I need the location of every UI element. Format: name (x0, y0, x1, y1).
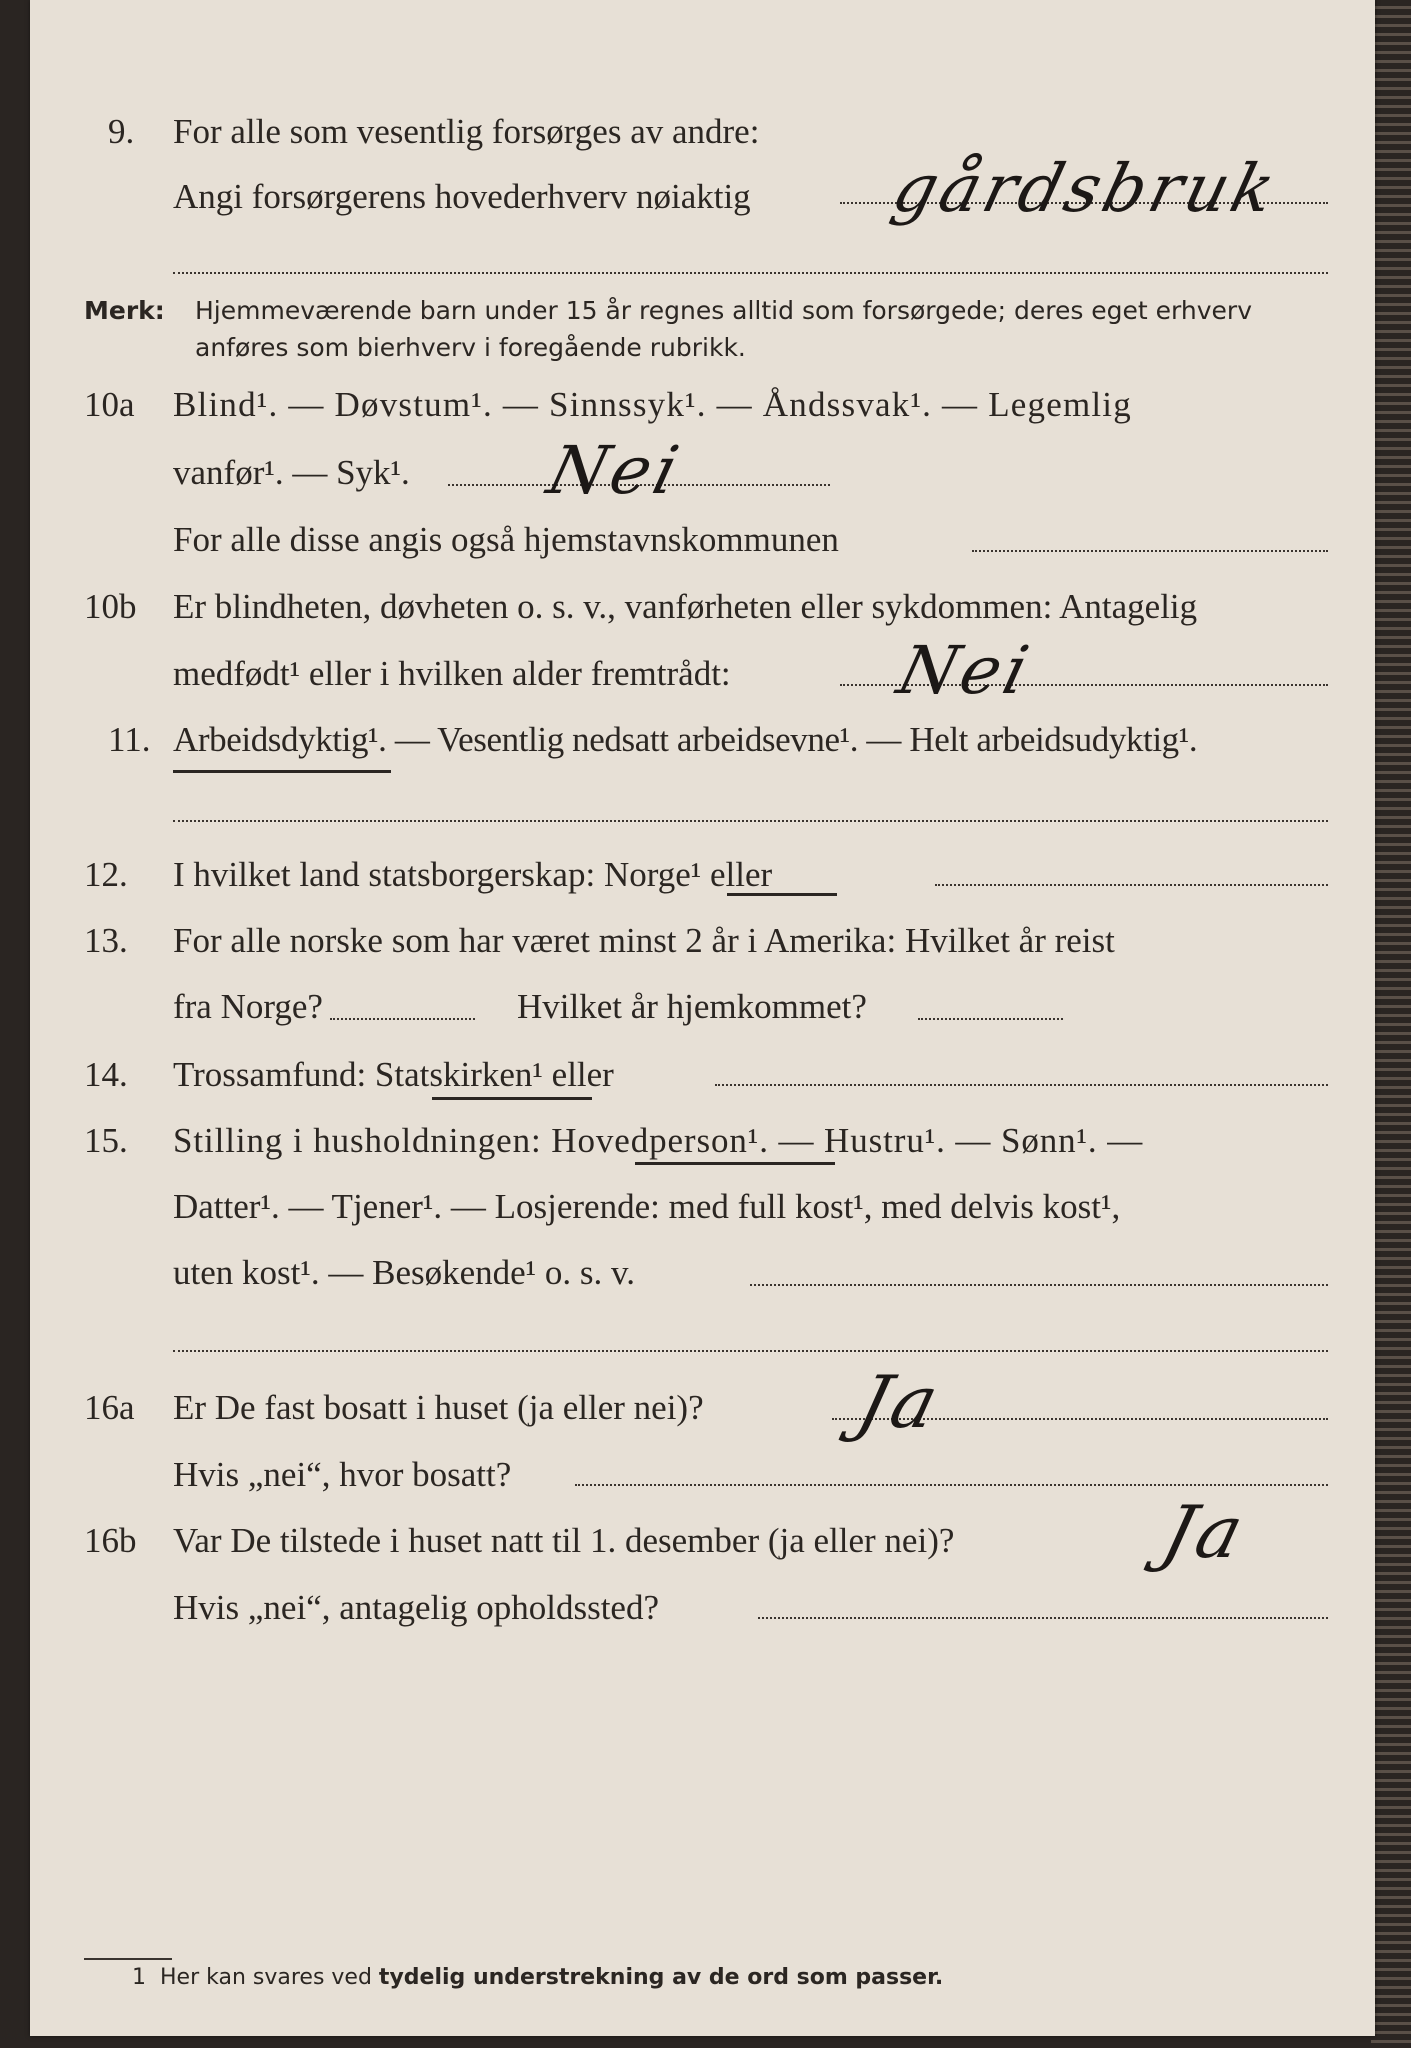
q10a-handwritten-answer: Nei (540, 432, 690, 509)
q16b-number: 16b (84, 1521, 137, 1560)
q12-underline-norge (727, 893, 837, 896)
q16b-text-line2: Hvis „nei“, antagelig opholdssted? (173, 1588, 659, 1627)
q13-number: 13. (84, 921, 128, 960)
q13-text-line2b: Hvilket år hjemkommet? (517, 987, 867, 1026)
q9-extra-line (173, 272, 1328, 274)
q10a-text-line3: For alle disse angis også hjemstavnskommunen (173, 520, 839, 559)
q9-handwritten-answer: gårdsbruk (885, 150, 1287, 227)
q15-number: 15. (84, 1121, 128, 1160)
q10a-text-line2: vanfør¹. — Syk¹. (173, 453, 410, 492)
footnote-text-a: Her kan svares ved (160, 1965, 372, 1990)
q15-underline-hovedperson (635, 1162, 835, 1165)
q9-text-line2: Angi forsørgerens hovederhverv nøiaktig (173, 177, 751, 216)
q16a-number: 16a (84, 1388, 135, 1427)
q12-number: 12. (84, 855, 128, 894)
q10b-handwritten-answer: Nei (890, 632, 1040, 709)
q15-answer-line (750, 1284, 1328, 1286)
q11-number: 11. (108, 720, 151, 759)
q15-text-line1: Stilling i husholdningen: Hovedperson¹. — Hustru¹. — Sønn¹. — (173, 1121, 1144, 1160)
q16b-location-line (758, 1617, 1328, 1619)
q14-answer-line (715, 1084, 1328, 1086)
q13-text-line2a: fra Norge? (173, 987, 323, 1026)
q16a-residence-line (575, 1484, 1328, 1486)
q10a-number: 10a (84, 385, 135, 424)
q15-extra-line (173, 1350, 1328, 1352)
q12-text-line1: I hvilket land statsborgerskap: Norge¹ eller (173, 855, 773, 894)
q14-text-line1: Trossamfund: Statskirken¹ eller (173, 1055, 614, 1094)
q16a-text-line2: Hvis „nei“, hvor bosatt? (173, 1455, 512, 1494)
merk-text-line2: anføres som bierhverv i foregående rubrikk. (195, 333, 746, 362)
q14-number: 14. (84, 1055, 128, 1094)
merk-label: Merk: (84, 296, 165, 325)
footnote-rule (84, 1958, 172, 1960)
footnote (132, 1965, 943, 1990)
q9-text-line1: For alle som vesentlig forsørges av andre: (173, 112, 760, 151)
q13-return-line (918, 1018, 1063, 1020)
q14-underline-statskirken (432, 1097, 592, 1100)
q10a-home-line (972, 550, 1328, 552)
q15-text-line2: Datter¹. — Tjener¹. — Losjerende: med full kost¹, med delvis kost¹, (173, 1187, 1121, 1226)
q10b-number: 10b (84, 587, 137, 626)
q16b-handwritten-answer: Ja (1154, 1490, 1256, 1574)
merk-text-line1: Hjemmeværende barn under 15 år regnes alltid som forsørgede; deres eget erhverv (195, 296, 1252, 325)
q11-extra-line (173, 820, 1328, 822)
q11-underline-arbeidsdyktig (173, 770, 391, 773)
census-form-page (30, 0, 1375, 2036)
q15-text-line3: uten kost¹. — Besøkende¹ o. s. v. (173, 1253, 636, 1292)
footnote-text-b: tydelig understrekning av de ord som passer. (378, 1965, 944, 1990)
torn-page-edge (1371, 0, 1411, 2048)
q12-answer-line (935, 884, 1328, 886)
q13-departure-line (330, 1018, 475, 1020)
q16b-text-line1: Var De tilstede i huset natt til 1. desember (ja eller nei)? (173, 1521, 955, 1560)
q16a-text-line1: Er De fast bosatt i huset (ja eller nei)? (173, 1388, 704, 1427)
q9-number: 9. (108, 112, 135, 151)
q13-text-line1: For alle norske som har været minst 2 år i Amerika: Hvilket år reist (173, 921, 1115, 960)
q16a-handwritten-answer: Ja (849, 1360, 951, 1444)
q10b-text-line1: Er blindheten, døvheten o. s. v., vanførheten eller sykdommen: Antagelig (173, 587, 1198, 626)
q11-text-line1: Arbeidsdyktig¹. — Vesentlig nedsatt arbeidsevne¹. — Helt arbeidsudyktig¹. (173, 720, 1198, 759)
q10a-text-line1: Blind¹. — Døvstum¹. — Sinnssyk¹. — Åndssvak¹. — Legemlig (173, 385, 1132, 424)
footnote-marker: 1 (132, 1965, 146, 1990)
q10b-text-line2: medfødt¹ eller i hvilken alder fremtrådt: (173, 654, 731, 693)
